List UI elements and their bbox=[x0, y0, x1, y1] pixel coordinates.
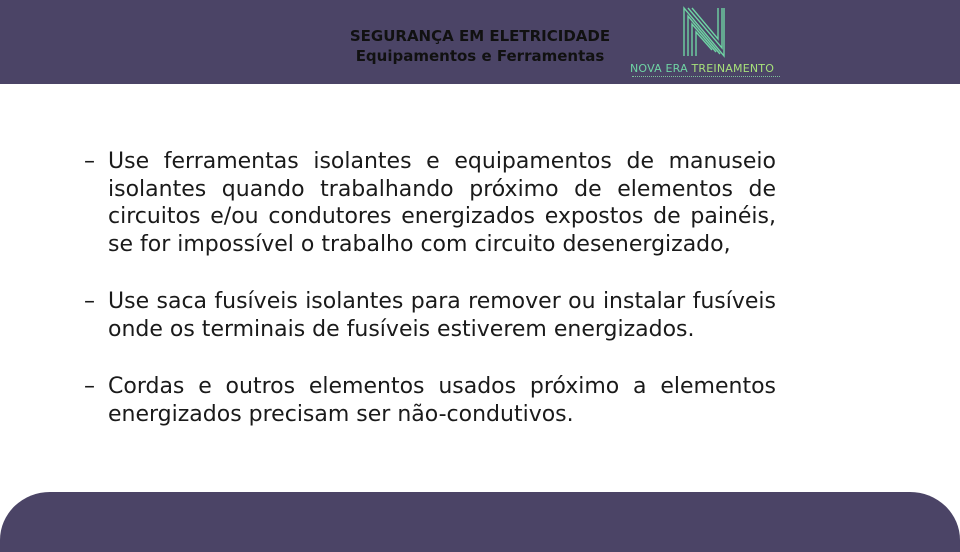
footer-band bbox=[0, 492, 960, 552]
list-item-text: Use saca fusíveis isolantes para remover ou instalar fusíveis onde os terminais de fusíveis estiverem energizados. bbox=[108, 289, 776, 342]
list-item-text: Use ferramentas isolantes e equipamentos de manuseio isolantes quando trabalhando próximo de elementos de circuitos e/ou condutores energizados expostos de painéis, se for impossível o trabalho com circuito desenergizado, bbox=[108, 149, 776, 257]
title-line-2: Equipamentos e Ferramentas bbox=[355, 47, 605, 65]
n-monogram-icon bbox=[682, 6, 726, 58]
list-item bbox=[84, 373, 776, 428]
bullet-dash: – bbox=[84, 149, 95, 174]
list-item bbox=[84, 148, 776, 258]
logo-wordmark bbox=[630, 62, 780, 75]
logo-wordmark-part1: NOVA ERA bbox=[630, 62, 692, 75]
logo-tagline bbox=[632, 76, 780, 79]
logo-wordmark-part2: TREINAMENTO bbox=[691, 62, 775, 75]
title-line-1: SEGURANÇA EM ELETRICIDADE bbox=[349, 27, 611, 45]
bullet-dash: – bbox=[84, 374, 95, 399]
list-item bbox=[84, 288, 776, 343]
bullet-list bbox=[84, 148, 776, 428]
page-title bbox=[310, 26, 650, 66]
bullet-dash: – bbox=[84, 289, 95, 314]
list-item-text: Cordas e outros elementos usados próximo a elementos energizados precisam ser não-condutivos. bbox=[108, 374, 776, 427]
company-logo bbox=[624, 0, 782, 84]
